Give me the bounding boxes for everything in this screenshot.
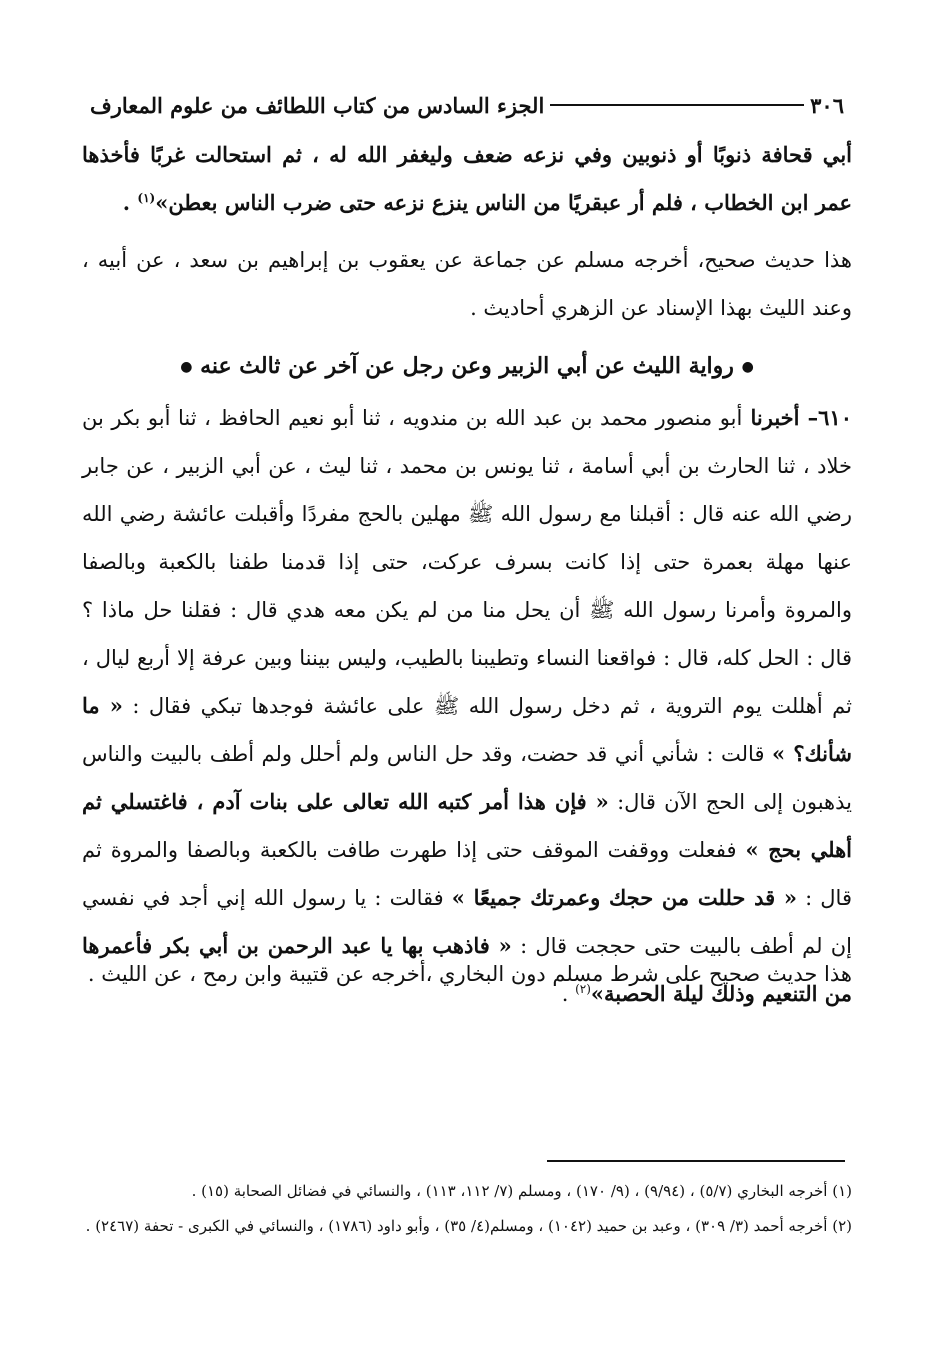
paragraph-end: . [122, 190, 138, 215]
footnote-ref-1: (١) [137, 191, 156, 205]
running-header [82, 84, 852, 126]
hadith-number: ٦١٠– [807, 405, 852, 430]
page-number: ٣٠٦ [810, 92, 844, 118]
hadith-text-2: قالت : شأني أني قد حضت، وقد حل الناس ولم أحلل ولم أطف بالبيت والناس يذهبون إلى الحج الآن قال: [82, 742, 852, 814]
hadith-text-4: فقالت : يا رسول الله إني أجد في نفسي إن لم أطف بالبيت حتى حججت قال : [82, 886, 852, 958]
paragraph-end: . [561, 982, 576, 1006]
footnote-divider [547, 1160, 845, 1162]
footnote-2: (٢) أخرجه أحمد (٣/ ٣٠٩) ، وعبد بن حميد (١٠٤٢) ، ومسلم(٤/ ٣٥) ، وأبو داود (١٧٨٦) ، والنسائي في الكبرى - تحفة (٢٤٦٧) . [85, 1217, 852, 1235]
paragraph-hadith-end [82, 131, 852, 227]
section-heading-text: رواية الليث عن أبي الزبير وعن رجل عن آخر عن ثالث عنه [200, 353, 734, 379]
paragraph-hadith-610 [82, 394, 852, 1018]
section-heading [82, 343, 852, 389]
paragraph-text: هذا حديث صحيح، أخرجه مسلم عن جماعة عن يعقوب بن إبراهيم بن سعد ، عن أبيه ، وعند الليث بهذا الإسناد عن الزهري أحاديث . [82, 248, 852, 320]
paragraph-commentary-2 [82, 950, 852, 998]
hadith-text-3: ففعلت ووقفت الموقف حتى إذا طهرت طافت بالكعبة وبالصفا والمروة ثم قال : [82, 838, 852, 910]
footnotes [82, 1178, 852, 1248]
hadith-quote-2: « فإن هذا أمر كتبه الله تعالى على بنات آدم ، فاغتسلي ثم أهلي بحج » [82, 789, 852, 862]
footnote-ref-2: (٢) [575, 982, 591, 996]
footnote-1: (١) أخرجه البخاري (٥/٧) ، (٩/٩٤) ، (٩/ ١٧٠) ، ومسلم (٧/ ١١٢، ١١٣) ، والنسائي في فضائل الصحابة (١٥) . [191, 1182, 852, 1200]
hadith-quote-1: « ما شأنك؟ » [82, 693, 853, 766]
hadith-quote-4: « فاذهب بها يا عبد الرحمن بن أبي بكر فأعمرها من التنعيم وذلك ليلة الحصبة» [82, 933, 852, 1006]
hadith-lead: أخبرنا [742, 405, 808, 430]
hadith-quote-3: « قد حللت من حجك وعمرتك جميعًا » [451, 885, 798, 910]
bullet-icon: ● [741, 359, 754, 375]
paragraph-text: هذا حديث صحيح على شرط مسلم دون البخاري ،أخرجه عن قتيبة وابن رمح ، عن الليث . [87, 962, 852, 986]
hadith-text-1: أبو منصور محمد بن عبد الله بن مندويه ، ثنا أبو نعيم الحافظ ، ثنا أبو بكر بن خلاد ، ثنا الحارث بن أبي أسامة ، ثنا يونس بن محمد ، ثنا ليث ، عن أبي الزبير ، عن جابر رضي الله عنه قال : أقبلنا مع رسول الله ﷺ مهلين بالحج مفردًا وأقبلت عائشة رضي الله عنها مهلة بعمرة حتى إذا كانت بسرف عركت، حتى إذا قدمنا طفنا بالكعبة وبالصفا والمروة وأمرنا رسول الله ﷺ أن يحل منا من لم يكن معه هدي قال : فقلنا حل ماذا ؟ قال : الحل كله، قال : فواقعنا النساء وتطيبنا بالطيب، وليس بيننا وبين عرفة إلا أربع ليال ، ثم أهللت يوم التروية ، ثم دخل رسول الله ﷺ على عائشة فوجدها تبكي فقال : [82, 406, 852, 718]
header-rule [550, 104, 804, 106]
header-title: الجزء السادس من كتاب اللطائف من علوم المعارف [90, 92, 545, 118]
paragraph-commentary-1 [82, 236, 852, 332]
bullet-icon: ● [180, 359, 193, 375]
paragraph-text: أبي قحافة ذنوبًا أو ذنوبين وفي نزعه ضعف وليغفر الله له ، ثم استحالت غربًا فأخذها عمر ابن الخطاب ، فلم أر عبقريًا من الناس ينزع نزعه حتى ضرب الناس بعطن» [82, 142, 852, 215]
